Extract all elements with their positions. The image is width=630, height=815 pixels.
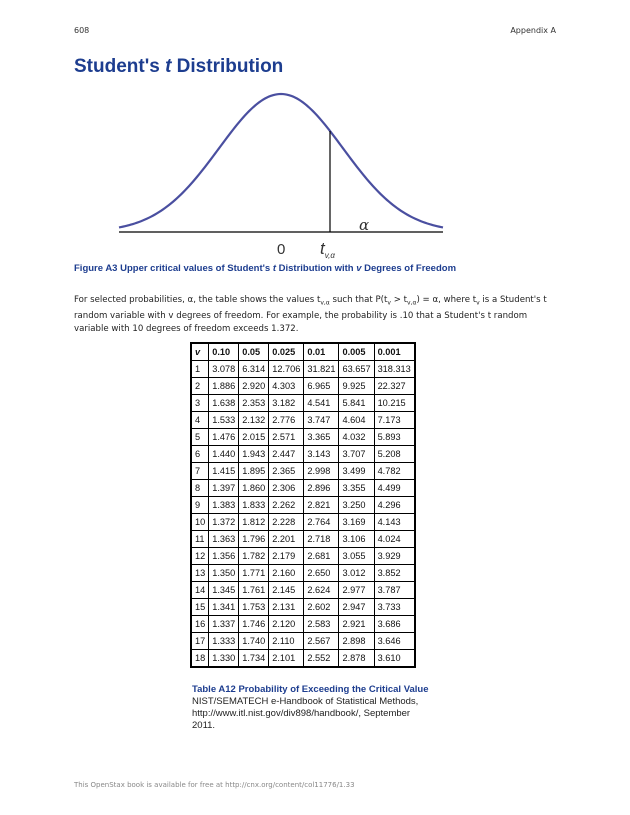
t-label bbox=[320, 239, 335, 260]
critical-value-cell: 1.740 bbox=[239, 633, 269, 650]
df-cell: 17 bbox=[191, 633, 209, 650]
df-cell: 7 bbox=[191, 463, 209, 480]
df-cell: 6 bbox=[191, 446, 209, 463]
critical-value-cell: 3.355 bbox=[339, 480, 374, 497]
header-cell: 0.01 bbox=[304, 343, 339, 361]
table-row bbox=[191, 616, 415, 633]
critical-value-cell: 2.776 bbox=[269, 412, 304, 429]
page-title bbox=[74, 56, 283, 78]
critical-value-cell: 2.015 bbox=[239, 429, 269, 446]
critical-value-cell: 318.313 bbox=[374, 361, 415, 378]
header-cell: 0.05 bbox=[239, 343, 269, 361]
bell-curve bbox=[119, 94, 443, 227]
df-cell: 13 bbox=[191, 565, 209, 582]
critical-value-cell: 2.821 bbox=[304, 497, 339, 514]
table-header-row bbox=[191, 343, 415, 361]
critical-value-cell: 3.055 bbox=[339, 548, 374, 565]
critical-value-cell: 4.032 bbox=[339, 429, 374, 446]
table-row bbox=[191, 395, 415, 412]
page-number: 608 bbox=[74, 26, 90, 35]
para-sub3: v,α bbox=[407, 299, 417, 307]
critical-value-cell: 2.201 bbox=[269, 531, 304, 548]
critical-value-cell: 1.860 bbox=[239, 480, 269, 497]
t-distribution-svg bbox=[115, 86, 455, 261]
critical-value-cell: 1.415 bbox=[209, 463, 239, 480]
critical-value-cell: 3.686 bbox=[374, 616, 415, 633]
table-row bbox=[191, 361, 415, 378]
critical-value-cell: 63.657 bbox=[339, 361, 374, 378]
critical-value-cell: 1.341 bbox=[209, 599, 239, 616]
table-row bbox=[191, 514, 415, 531]
critical-value-cell: 5.208 bbox=[374, 446, 415, 463]
critical-value-cell: 4.541 bbox=[304, 395, 339, 412]
critical-value-cell: 1.533 bbox=[209, 412, 239, 429]
critical-value-cell: 1.753 bbox=[239, 599, 269, 616]
critical-value-cell: 4.024 bbox=[374, 531, 415, 548]
df-cell: 11 bbox=[191, 531, 209, 548]
critical-value-cell: 3.106 bbox=[339, 531, 374, 548]
para-sub2: v bbox=[387, 299, 391, 307]
critical-value-cell: 2.921 bbox=[339, 616, 374, 633]
critical-value-cell: 3.929 bbox=[374, 548, 415, 565]
critical-value-cell: 4.499 bbox=[374, 480, 415, 497]
critical-value-cell: 4.604 bbox=[339, 412, 374, 429]
critical-value-cell: 4.782 bbox=[374, 463, 415, 480]
critical-value-cell: 4.143 bbox=[374, 514, 415, 531]
critical-value-cell: 12.706 bbox=[269, 361, 304, 378]
table-row bbox=[191, 531, 415, 548]
df-cell: 3 bbox=[191, 395, 209, 412]
critical-value-cell: 2.447 bbox=[269, 446, 304, 463]
title-prefix: Student's bbox=[74, 56, 166, 77]
table-row bbox=[191, 412, 415, 429]
para-sub4: v bbox=[476, 299, 480, 307]
para-line1d: ) = α, where t bbox=[416, 295, 477, 305]
critical-value-cell: 2.160 bbox=[269, 565, 304, 582]
header-cell: 0.025 bbox=[269, 343, 304, 361]
df-cell: 15 bbox=[191, 599, 209, 616]
df-cell: 2 bbox=[191, 378, 209, 395]
df-cell: 12 bbox=[191, 548, 209, 565]
table-row bbox=[191, 446, 415, 463]
para-line1b: such that P(t bbox=[329, 295, 388, 305]
para-line1c: > t bbox=[390, 295, 408, 305]
table-row bbox=[191, 650, 415, 668]
critical-value-cell: 5.841 bbox=[339, 395, 374, 412]
critical-value-cell: 2.602 bbox=[304, 599, 339, 616]
table-row bbox=[191, 378, 415, 395]
critical-value-cell: 2.131 bbox=[269, 599, 304, 616]
para-line1e: is a Student's t random variable bbox=[74, 295, 547, 321]
critical-value-cell: 2.262 bbox=[269, 497, 304, 514]
header-cell: 0.10 bbox=[209, 343, 239, 361]
footer-text: This OpenStax book is available for free at http://cnx.org/content/col11776/1.33 bbox=[74, 781, 355, 789]
df-cell: 9 bbox=[191, 497, 209, 514]
t-distribution-figure bbox=[115, 86, 455, 261]
critical-value-cell: 1.440 bbox=[209, 446, 239, 463]
critical-value-cell: 1.333 bbox=[209, 633, 239, 650]
df-cell: 14 bbox=[191, 582, 209, 599]
critical-value-cell: 2.110 bbox=[269, 633, 304, 650]
critical-value-cell: 2.764 bbox=[304, 514, 339, 531]
critical-value-cell: 3.747 bbox=[304, 412, 339, 429]
figure-caption bbox=[74, 263, 456, 274]
critical-value-cell: 3.852 bbox=[374, 565, 415, 582]
critical-value-cell: 1.476 bbox=[209, 429, 239, 446]
table-row bbox=[191, 429, 415, 446]
critical-value-cell: 1.771 bbox=[239, 565, 269, 582]
df-cell: 1 bbox=[191, 361, 209, 378]
critical-value-cell: 1.397 bbox=[209, 480, 239, 497]
df-cell: 16 bbox=[191, 616, 209, 633]
critical-value-cell: 3.787 bbox=[374, 582, 415, 599]
figure-caption-t: t bbox=[272, 263, 276, 274]
table-row bbox=[191, 565, 415, 582]
description-paragraph bbox=[74, 294, 560, 336]
critical-value-cell: 3.143 bbox=[304, 446, 339, 463]
critical-value-cell: 2.365 bbox=[269, 463, 304, 480]
critical-value-cell: 3.365 bbox=[304, 429, 339, 446]
critical-value-cell: 2.624 bbox=[304, 582, 339, 599]
critical-value-cell: 2.120 bbox=[269, 616, 304, 633]
critical-value-cell: 1.372 bbox=[209, 514, 239, 531]
critical-value-cell: 1.356 bbox=[209, 548, 239, 565]
critical-value-cell: 1.886 bbox=[209, 378, 239, 395]
section-label: Appendix A bbox=[510, 26, 556, 35]
table-body bbox=[191, 361, 415, 668]
critical-value-cell: 3.707 bbox=[339, 446, 374, 463]
critical-value-cell: 2.977 bbox=[339, 582, 374, 599]
critical-value-cell: 2.571 bbox=[269, 429, 304, 446]
t-label-main: t bbox=[320, 239, 325, 258]
critical-value-cell: 1.345 bbox=[209, 582, 239, 599]
header-cell: v bbox=[191, 343, 209, 361]
critical-value-cell: 2.681 bbox=[304, 548, 339, 565]
critical-value-cell: 1.782 bbox=[239, 548, 269, 565]
para-sub1: v,α bbox=[320, 299, 330, 307]
table-row bbox=[191, 582, 415, 599]
critical-value-cell: 2.567 bbox=[304, 633, 339, 650]
critical-value-cell: 6.314 bbox=[239, 361, 269, 378]
zero-label: 0 bbox=[277, 241, 286, 258]
table-row bbox=[191, 497, 415, 514]
critical-value-cell: 1.796 bbox=[239, 531, 269, 548]
table-caption-text: NIST/SEMATECH e-Handbook of Statistical Methods, http://www.itl.nist.gov/div898/handbook/, September 2011. bbox=[192, 696, 419, 731]
critical-value-cell: 2.228 bbox=[269, 514, 304, 531]
table-caption bbox=[192, 684, 432, 732]
critical-value-cell: 3.169 bbox=[339, 514, 374, 531]
critical-value-cell: 1.337 bbox=[209, 616, 239, 633]
critical-value-cell: 4.296 bbox=[374, 497, 415, 514]
df-cell: 4 bbox=[191, 412, 209, 429]
critical-value-cell: 2.132 bbox=[239, 412, 269, 429]
critical-value-cell: 4.303 bbox=[269, 378, 304, 395]
figure-caption-part3: Degrees of Freedom bbox=[361, 263, 457, 274]
title-italic: t bbox=[165, 56, 172, 77]
header-cell: 0.005 bbox=[339, 343, 374, 361]
critical-value-cell: 3.610 bbox=[374, 650, 415, 668]
critical-value-cell: 2.306 bbox=[269, 480, 304, 497]
para-line2: with v degrees of freedom. For example, the probability is .10 that a Student's t random variable with 10 degrees of freedom exceeds 1.372. bbox=[74, 310, 528, 334]
df-cell: 8 bbox=[191, 480, 209, 497]
critical-value-cell: 1.383 bbox=[209, 497, 239, 514]
critical-value-cell: 6.965 bbox=[304, 378, 339, 395]
critical-value-cell: 2.179 bbox=[269, 548, 304, 565]
critical-value-cell: 3.733 bbox=[374, 599, 415, 616]
critical-value-cell: 3.646 bbox=[374, 633, 415, 650]
critical-value-cell: 3.078 bbox=[209, 361, 239, 378]
critical-value-cell: 10.215 bbox=[374, 395, 415, 412]
critical-value-cell: 2.101 bbox=[269, 650, 304, 668]
critical-value-cell: 1.638 bbox=[209, 395, 239, 412]
critical-value-cell: 1.330 bbox=[209, 650, 239, 668]
critical-value-cell: 1.812 bbox=[239, 514, 269, 531]
header-cell: 0.001 bbox=[374, 343, 415, 361]
critical-value-cell: 1.746 bbox=[239, 616, 269, 633]
critical-value-cell: 9.925 bbox=[339, 378, 374, 395]
para-line1: For selected probabilities, α, the table shows the values t bbox=[74, 295, 321, 305]
critical-value-cell: 1.734 bbox=[239, 650, 269, 668]
critical-value-cell: 2.353 bbox=[239, 395, 269, 412]
figure-caption-part1: Figure A3 Upper critical values of Student's bbox=[74, 263, 273, 274]
critical-value-cell: 2.920 bbox=[239, 378, 269, 395]
figure-caption-v: v bbox=[356, 263, 362, 274]
t-label-sub: v,α bbox=[324, 251, 335, 260]
critical-value-cell: 2.718 bbox=[304, 531, 339, 548]
critical-value-cell: 1.761 bbox=[239, 582, 269, 599]
critical-value-cell: 5.893 bbox=[374, 429, 415, 446]
critical-value-cell: 1.363 bbox=[209, 531, 239, 548]
table-row bbox=[191, 463, 415, 480]
table-row bbox=[191, 633, 415, 650]
df-cell: 18 bbox=[191, 650, 209, 668]
critical-value-cell: 2.145 bbox=[269, 582, 304, 599]
critical-value-cell: 2.583 bbox=[304, 616, 339, 633]
critical-value-cell: 22.327 bbox=[374, 378, 415, 395]
critical-value-cell: 2.552 bbox=[304, 650, 339, 668]
critical-value-cell: 3.182 bbox=[269, 395, 304, 412]
critical-value-cell: 31.821 bbox=[304, 361, 339, 378]
t-values-table bbox=[190, 342, 416, 668]
critical-value-cell: 3.012 bbox=[339, 565, 374, 582]
critical-value-cell: 2.896 bbox=[304, 480, 339, 497]
critical-value-cell: 2.898 bbox=[339, 633, 374, 650]
alpha-label: α bbox=[359, 216, 370, 234]
table-row bbox=[191, 548, 415, 565]
critical-value-cell: 2.998 bbox=[304, 463, 339, 480]
df-cell: 10 bbox=[191, 514, 209, 531]
critical-value-cell: 7.173 bbox=[374, 412, 415, 429]
figure-caption-part2: Distribution with bbox=[276, 263, 357, 274]
critical-value-cell: 3.499 bbox=[339, 463, 374, 480]
table-row bbox=[191, 480, 415, 497]
df-cell: 5 bbox=[191, 429, 209, 446]
critical-value-cell: 2.650 bbox=[304, 565, 339, 582]
critical-value-cell: 1.350 bbox=[209, 565, 239, 582]
critical-value-cell: 2.947 bbox=[339, 599, 374, 616]
critical-value-cell: 1.895 bbox=[239, 463, 269, 480]
critical-value-cell: 1.943 bbox=[239, 446, 269, 463]
title-suffix: Distribution bbox=[171, 56, 284, 77]
table-row bbox=[191, 599, 415, 616]
critical-value-cell: 3.250 bbox=[339, 497, 374, 514]
critical-value-cell: 1.833 bbox=[239, 497, 269, 514]
table-caption-label: Table A12 Probability of Exceeding the Critical Value bbox=[192, 684, 429, 695]
critical-value-cell: 2.878 bbox=[339, 650, 374, 668]
